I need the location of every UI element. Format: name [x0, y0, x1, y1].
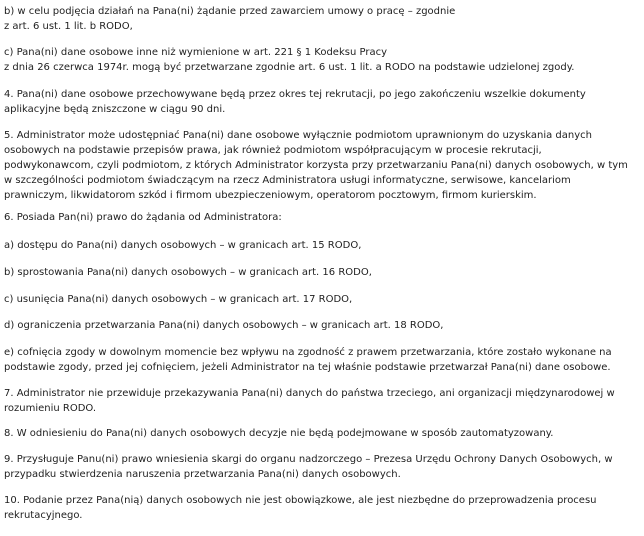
text-line: rekrutacyjnego.: [4, 510, 83, 521]
paragraph-c-consent: [4, 45, 640, 75]
text-line: podstawie zgody, przed jej cofnięciem, jeżeli Administrator na tej właśnie podstawie przetwarzał Pana(ni) dane osobowe.: [4, 362, 611, 373]
paragraph-5-recipients: [4, 128, 640, 203]
text-line: rozumieniu RODO.: [4, 403, 97, 414]
text-line: 9. Przysługuje Panu(ni) prawo wniesienia skargi do organu nadzorczego – Prezesa Urzędu Ochrony Danych Osobowych, w: [4, 454, 613, 465]
paragraph-6a-access: [4, 238, 640, 253]
paragraph-6-rights-heading: [4, 210, 640, 225]
text-line: przypadku stwierdzenia naruszenia przetwarzania Pana(ni) danych osobowych.: [4, 469, 401, 480]
text-line: aplikacyjne będą zniszczone w ciągu 90 dni.: [4, 104, 226, 115]
paragraph-7-third-country: [4, 386, 640, 416]
text-line: d) ograniczenia przetwarzania Pana(ni) danych osobowych – w granicach art. 18 RODO,: [4, 320, 444, 331]
text-line: 4. Pana(ni) dane osobowe przechowywane będą przez okres tej rekrutacji, po jego zakończeniu wszelkie dokumenty: [4, 89, 586, 100]
paragraph-9-complaint: [4, 452, 640, 482]
text-line: 10. Podanie przez Pana(nią) danych osobowych nie jest obowiązkowe, ale jest niezbędne do przeprowadzenia procesu: [4, 495, 597, 506]
paragraph-6e-withdrawal: [4, 345, 640, 375]
paragraph-6b-rectification: [4, 265, 640, 280]
text-line: b) w celu podjęcia działań na Pana(ni) żądanie przed zawarciem umowy o pracę – zgodnie: [4, 6, 456, 17]
paragraph-4-retention: [4, 87, 640, 117]
text-line: 5. Administrator może udostępniać Pana(ni) dane osobowe wyłącznie podmiotom uprawnionym do uzyskania danych: [4, 130, 592, 141]
paragraph-8-automated: [4, 426, 640, 441]
text-line: z dnia 26 czerwca 1974r. mogą być przetwarzane zgodnie art. 6 ust. 1 lit. a RODO na podstawie udzielonej zgody.: [4, 62, 575, 73]
text-line: a) dostępu do Pana(ni) danych osobowych – w granicach art. 15 RODO,: [4, 240, 362, 251]
text-line: 8. W odniesieniu do Pana(ni) danych osobowych decyzje nie będą podejmowane w sposób zautomatyzowany.: [4, 428, 554, 439]
text-line: podwykonawcom, czyli podmiotom, z których Administrator korzysta przy przetwarzaniu Pana(ni) danych osobowych, w tym: [4, 160, 628, 171]
text-line: c) Pana(ni) dane osobowe inne niż wymienione w art. 221 § 1 Kodeksu Pracy: [4, 47, 387, 58]
text-line: 7. Administrator nie przewiduje przekazywania Pana(ni) danych do państwa trzeciego, ani organizacji międzynarodowej w: [4, 388, 615, 399]
paragraph-6d-restriction: [4, 318, 640, 333]
paragraph-b-precontract: [4, 4, 640, 34]
text-line: b) sprostowania Pana(ni) danych osobowych – w granicach art. 16 RODO,: [4, 267, 372, 278]
text-line: 6. Posiada Pan(ni) prawo do żądania od Administratora:: [4, 212, 282, 223]
paragraph-6c-erasure: [4, 292, 640, 307]
text-line: e) cofnięcia zgody w dowolnym momencie bez wpływu na zgodność z prawem przetwarzania, które zostało wykonane na: [4, 347, 612, 358]
text-line: prawniczym, likwidatorom szkód i firmom ubezpieczeniowym, operatorom pocztowym, firmom kurierskim.: [4, 190, 537, 201]
text-line: c) usunięcia Pana(ni) danych osobowych – w granicach art. 17 RODO,: [4, 294, 353, 305]
paragraph-10-voluntary: [4, 493, 640, 523]
text-line: osobowych na podstawie przepisów prawa, jak również podmiotom współpracującym w procesie rekrutacji,: [4, 145, 542, 156]
text-line: w szczególności podmiotom świadczącym na rzecz Administratora usługi informatyczne, serwisowe, kancelariom: [4, 175, 571, 186]
text-line: z art. 6 ust. 1 lit. b RODO,: [4, 21, 133, 32]
